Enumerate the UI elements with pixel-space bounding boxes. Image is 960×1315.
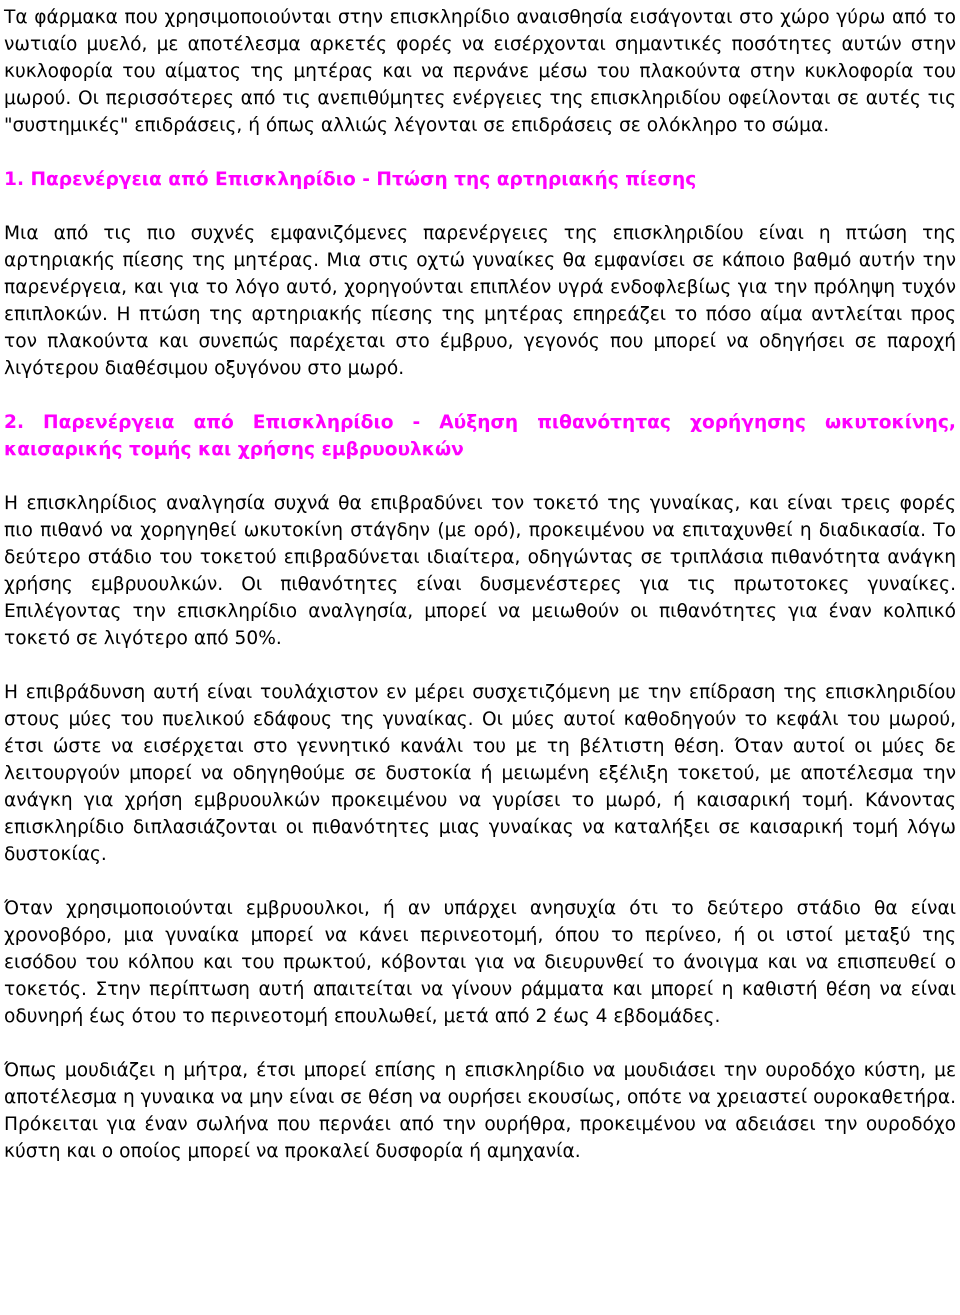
paragraph-spacer	[4, 139, 956, 166]
section-2-paragraph-1: Η επισκληρίδιος αναλγησία συχνά θα επιβραδύνει τον τοκετό της γυναίκας, και είναι τρεις φορές πιο πιθανό να χορηγηθεί ωκυτοκίνη στάγδην (με ορό), προκειμένου να επιταχυνθεί η διαδικασία. Το δεύτερο στάδιο του τοκετού επιβραδύνεται ιδιαίτερα, οδηγώντας σε τριπλάσια πιθανότητα ανάγκη χρήσης εμβρυουλκών. Οι πιθανότητες είναι δυσμενέστερες για τις πρωτοτοκες γυναίκες. Επιλέγοντας την επισκληρίδιο αναλγησία, μπορεί να μειωθούν οι πιθανότητες για έναν κολπικό τοκετό σε λιγότερο από 50%.	[4, 493, 956, 649]
section-2-paragraph-4: Όπως μουδιάζει η μήτρα, έτσι μπορεί επίσης η επισκληρίδιο να μουδιάσει την ουροδόχο κύστη, με αποτέλεσμα η γυναικα να μην είναι σε θέση να ουρήσει εκουσίως, οπότε να χρειαστεί ουροκαθετήρα. Πρόκειται για έναν σωλήνα που περνάει από την ουρήθρα, προκειμένου να αδειάσει την ουροδόχο κύστη και ο οποίος μπορεί να προκαλεί δυσφορία ή αμηχανία.	[4, 1060, 956, 1162]
paragraph-spacer	[4, 868, 956, 895]
intro-paragraph: Τα φάρμακα που χρησιμοποιούνται στην επισκληρίδιο αναισθησία εισάγονται στο χώρο γύρω από το νωτιαίο μυελό, με αποτέλεσμα αρκετές φορές να εισέρχονται σημαντικές ποσότητες αυτών στην κυκλοφορία του αίματος της μητέρας και να περνάνε μέσω του πλακούντα στην κυκλοφορία του μωρού. Οι περισσότερες από τις ανεπιθύμητες ενέργειες της επισκληριδίου οφείλονται σε αυτές τις "συστημικές" επιδράσεις, ή όπως αλλιώς λέγονται σε επιδράσεις σε ολόκληρο το σώμα.	[4, 7, 956, 136]
paragraph-spacer	[4, 382, 956, 409]
document-body	[4, 4, 956, 1165]
section-2-paragraph-3: Όταν χρησιμοποιούνται εμβρυουλκοι, ή αν υπάρχει ανησυχία ότι το δεύτερο στάδιο θα είναι χρονοβόρο, μια γυναίκα μπορεί να κάνει περινεοτομή, όπου το περίνεο, ή οι ιστοί μεταξύ της εισόδου του κόλπου και του πρωκτού, κόβονται για να διευρυνθεί το άνοιγμα και να επισπευθεί ο τοκετός. Στην περίπτωση αυτή απαιτείται να γίνουν ράμματα και μπορεί η καθιστή θέση να είναι οδυνηρή έως ότου το περινεοτομή επουλωθεί, μετά από 2 έως 4 εβδομάδες.	[4, 898, 956, 1027]
section-2-paragraph-2: Η επιβράδυνση αυτή είναι τουλάχιστον εν μέρει συσχετιζόμενη με την επίδραση της επισκληριδίου στους μύες του πυελικού εδάφους της γυναίκας. Οι μύες αυτοί καθοδηγούν το κεφάλι του μωρού, έτσι ώστε να εισέρχεται στο γεννητικό κανάλι του με τη βέλτιστη θέση. Όταν αυτοί οι μύες δε λειτουργούν μπορεί να οδηγηθούμε σε δυστοκία ή μειωμένη εξέλιξη τοκετού, με αποτέλεσμα την ανάγκη για χρήση εμβρυουλκών προκειμένου να γυρίσει το μωρό, ή καισαρική τομή. Κάνοντας επισκληρίδιο διπλασιάζονται οι πιθανότητες μιας γυναίκας να καταλήξει σε καισαρική τομή λόγω δυστοκίας.	[4, 682, 956, 865]
paragraph-spacer	[4, 652, 956, 679]
paragraph-spacer	[4, 1030, 956, 1057]
section-1-heading: 1. Παρενέργεια από Επισκληρίδιο - Πτώση της αρτηριακής πίεσης	[4, 169, 697, 190]
paragraph-spacer	[4, 193, 956, 220]
paragraph-spacer	[4, 463, 956, 490]
section-1-paragraph: Μια από τις πιο συχνές εμφανιζόμενες παρενέργειες της επισκληριδίου είναι η πτώση της αρτηριακής πίεσης της μητέρας. Μια στις οχτώ γυναίκες θα εμφανίσει σε κάποιο βαθμό αυτήν την παρενέργεια, και για το λόγο αυτό, χορηγούνται επιπλέον υγρά ενδοφλεβίως για την πρόληψη τυχόν επιπλοκών. Η πτώση της αρτηριακής πίεσης της μητέρας επηρεάζει το πόσο αίμα αντλείται προς τον πλακούντα και συνεπώς παρέχεται στο έμβρυο, γεγονός που μπορεί να οδηγήσει σε παροχή λιγότερου διαθέσιμου οξυγόνου στο μωρό.	[4, 223, 956, 379]
section-2-heading: 2. Παρενέργεια από Επισκληρίδιο - Αύξηση πιθανότητας χορήγησης ωκυτοκίνης, καισαρικής τομής και χρήσης εμβρυουλκών	[4, 412, 956, 460]
